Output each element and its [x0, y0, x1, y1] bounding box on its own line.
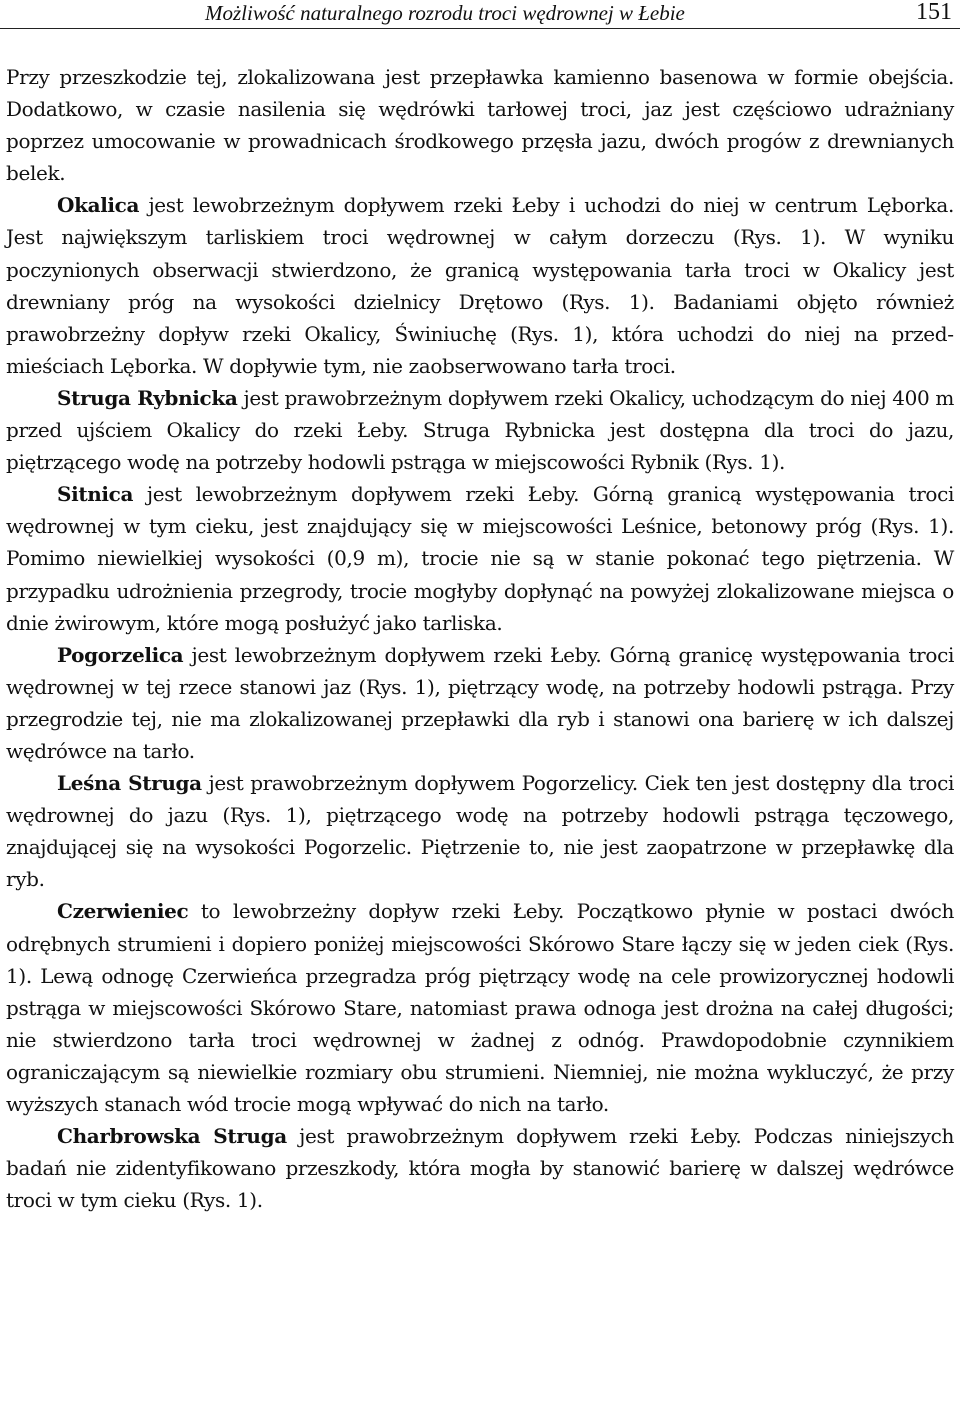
stream-name-sitnica: Sitnica	[57, 482, 134, 507]
paragraph-struga-rybnicka	[6, 382, 954, 478]
paragraph-okalica	[6, 189, 954, 382]
body-text	[6, 61, 954, 1216]
paragraph-charbrowska-struga	[6, 1120, 954, 1216]
paragraph-text: jest prawobrzeżnym dopływem rzeki Łeby. Podczas niniejszych badań nie zidentyfikowano przeszkody, która mogła by stanowić barierę w dalszej wędrówce troci w tym cieku (Rys. 1).	[6, 1124, 954, 1213]
paragraph-text: jest lewobrzeżnym dopływem rzeki Łeby. Górną granicę występowania troci wędrownej w tej rzece stanowi jaz (Rys. 1), piętrzący wodę, na potrzeby hodowli pstrąga. Przy przegrodzie tej, nie ma zlokalizowanej przepławki dla ryb i stanowi ona barierę w ich dalszej wędrówce na tarło.	[6, 642, 954, 763]
paragraph-text: jest prawobrzeżnym dopływem rzeki Okalicy, uchodzącym do niej 400 m przed ujściem Okalicy do rzeki Łeby. Struga Rybnicka jest dostępna dla troci do jazu, piętrzącego wodę na potrzeby hodowli pstrąga w miejscowości Rybnik (Rys. 1).	[6, 385, 954, 475]
stream-name-okalica: Okalica	[57, 193, 140, 218]
paragraph-pogorzelica	[6, 639, 954, 767]
paragraph-text: jest prawobrzeżnym dopływem Pogorzelicy. Ciek ten jest dostępny dla troci wędrownej do jazu (Rys. 1), piętrzącego wodę na potrzeby hodowli pstrąga tęczowego, znajdującej się na wysokości Pogorzelic. Piętrzenie to, nie jest zaopatrzone w przepławkę dla ryb.	[6, 771, 954, 892]
paragraph-sitnica	[6, 478, 954, 638]
stream-name-lesna-struga: Leśna Struga	[57, 771, 202, 796]
stream-name-struga-rybnicka: Struga Rybnicka	[57, 385, 238, 410]
running-header	[0, 0, 960, 30]
page-number: 151	[916, 0, 952, 25]
running-title: Możliwość naturalnego rozrodu troci wędrownej w Łebie	[205, 1, 685, 25]
paragraph-czerwieniec	[6, 895, 954, 1120]
paragraph-text: jest lewobrzeżnym dopływem rzeki Łeby. Górną granicą występowania troci wędrownej w tym cieku, jest znajdujący się w miejscowości Leśnice, betonowy próg (Rys. 1). Pomimo niewielkiej wysokości (0,9 m), trocie nie są w stanie pokonać tego piętrzenia. W przypadku udrożnienia przegrody, trocie mogłyby dopłynąć na powyżej zlokalizowane miejsca o dnie żwirowym, które mogą posłużyć jako tarliska.	[6, 482, 954, 635]
paragraph-text: jest lewobrzeżnym dopływem rzeki Łeby i uchodzi do niej w centrum Lęborka. Jest największym tarliskiem troci wędrownej w całym dorzeczu (Rys. 1). W wyniku poczynionych obserwacji stwierdzono, że granicą występowania tarła troci w Okalicy jest drewniany próg na wysokości dzielnicy Drętowo (Rys. 1). Badaniami objęto również prawobrzeżny dopływ rzeki Okalicy, Świniuchę (Rys. 1), która uchodzi do niej na przedmieściach Lęborka. W dopływie tym, nie zaobserwowano tarła troci.	[6, 193, 954, 378]
paragraph-text: to lewobrzeżny dopływ rzeki Łeby. Początkowo płynie w postaci dwóch odrębnych strumieni i dopiero poniżej miejscowości Skórowo Stare łączy się w jeden ciek (Rys. 1). Lewą odnogę Czerwieńca przegradza próg piętrzący wodę na cele prowizorycznej hodowli pstrąga w miejscowości Skórowo Stare, natomiast prawa odnoga jest drożna na całej długości; nie stwierdzono tarła troci wędrownej w żadnej z odnóg. Prawdopodobnie czynnikiem ograniczającym są niewielkie rozmiary obu strumieni. Niemniej, nie można wykluczyć, że przy wyższych stanach wód trocie mogą wpływać do nich na tarło.	[6, 899, 954, 1116]
header-rule	[0, 28, 960, 29]
stream-name-charbrowska-struga: Charbrowska Struga	[57, 1124, 287, 1149]
paragraph-weir-fish-pass	[6, 61, 954, 189]
paragraph-text: Przy przeszkodzie tej, zlokalizowana jest przepławka kamienno basenowa w formie obejścia. Dodatkowo, w czasie nasilenia się wędrówki tarłowej troci, jaz jest częściowo udrażniany poprzez umocowanie w prowadnicach środkowego przęsła jazu, dwóch progów z drewnianych belek.	[6, 65, 954, 186]
paragraph-lesna-struga	[6, 767, 954, 895]
stream-name-czerwieniec: Czerwieniec	[57, 899, 189, 924]
stream-name-pogorzelica: Pogorzelica	[57, 642, 184, 667]
